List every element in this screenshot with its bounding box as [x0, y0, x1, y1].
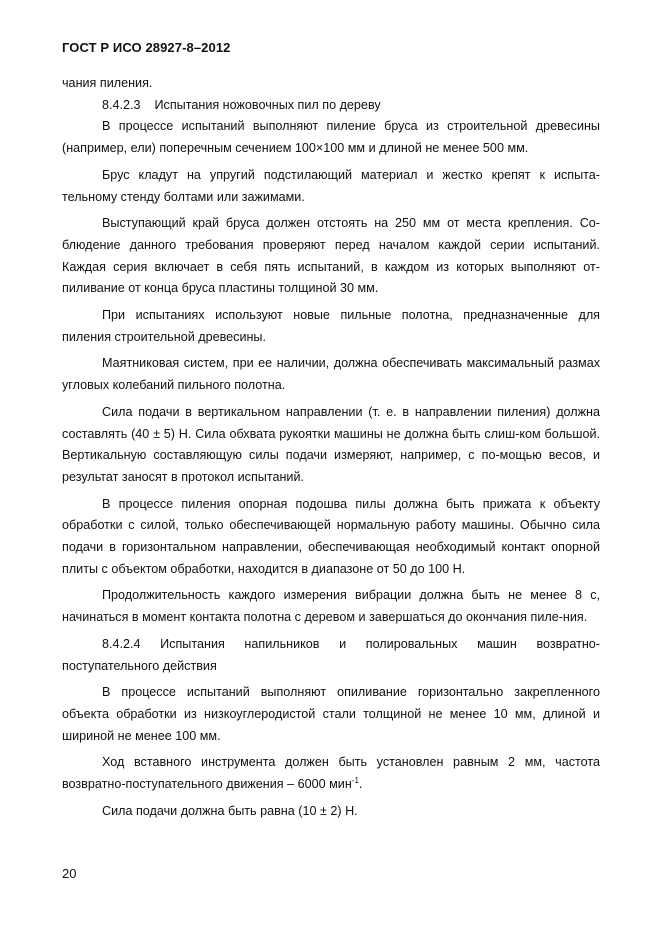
paragraph-feed-force-value: Сила подачи должна быть равна (10 ± 2) Н.	[102, 803, 358, 818]
section-heading-8-4-2-4-line2: поступательного действия	[62, 658, 217, 673]
paragraph-continuation: чания пиления.	[62, 76, 153, 90]
paragraph-new-blades: При испытаниях используют новые пильные полотна, предназначенные для пиления строительной древесины.	[62, 308, 600, 344]
frequency-unit-exponent: -1	[351, 776, 359, 786]
paragraph-beam-overhang: Выступающий край бруса должен отстоять на 250 мм от места крепления. Со-блюдение данного требования проверяют перед началом каждой серии испытаний. Каждая серия включает в себя пять испытаний, в каждом из которых выполняют от-пиливание от конца бруса пластины толщиной 30 мм.	[62, 216, 600, 296]
paragraph-beam-sawing: В процессе испытаний выполняют пиление бруса из строительной древесины (например, ели) поперечным сечением 100×100 мм и длиной не менее 500 мм.	[62, 119, 600, 156]
document-body	[62, 73, 600, 823]
paragraph-base-plate-contact: В процессе пиления опорная подошва пилы должна быть прижата к объекту обработки с силой, только обеспечивающей нормальную работу машины. Обычно сила подачи в горизонтальном направлении, обеспечивающая необходимый контакт опорной плиты с объектом обработки, находится в диапазоне от 50 до 100 Н.	[62, 496, 600, 576]
paragraph-pendulum-system: Маятниковая систем, при ее наличии, должна обеспечивать максимальный размах угловых колебаний пильного полотна.	[62, 356, 600, 393]
paragraph-stroke-frequency	[62, 752, 600, 795]
paragraph-beam-mounting: Брус кладут на упругий подстилающий материал и жестко крепят к испыта-тельному стенду болтами или зажимами.	[62, 167, 600, 204]
paragraph-vertical-feed-force: Сила подачи в вертикальном направлении (т. е. в направлении пиления) должна составлять (40 ± 5) Н. Сила обхвата рукоятки машины не должна быть слиш-ком большой. Вертикальную составляющую силы подачи измеряют, например, с по-мощью весов, и результат заносят в протокол испытаний.	[62, 404, 600, 484]
document-header: ГОСТ Р ИСО 28927-8–2012	[62, 40, 231, 55]
section-heading-8-4-2-3: 8.4.2.3 Испытания ножовочных пил по дереву	[102, 97, 381, 112]
section-heading-8-4-2-4-line1: 8.4.2.4 Испытания напильников и полировальных машин возвратно-	[102, 636, 600, 651]
page-number: 20	[62, 866, 77, 881]
paragraph-filing-workpiece: В процессе испытаний выполняют опиливание горизонтально закрепленного объекта обработки из низкоуглеродистой стали толщиной не менее 10 мм, длиной и шириной не менее 100 мм.	[62, 685, 600, 743]
stroke-frequency-text: Ход вставного инструмента должен быть установлен равным 2 мм, частота возвратно-поступательного движения – 6000 мин	[62, 755, 600, 792]
stroke-frequency-period: .	[358, 777, 363, 792]
paragraph-measurement-duration: Продолжительность каждого измерения вибрации должна быть не менее 8 с, начинаться в момент контакта полотна с деревом и завершаться до окончания пиле-ния.	[62, 588, 600, 625]
